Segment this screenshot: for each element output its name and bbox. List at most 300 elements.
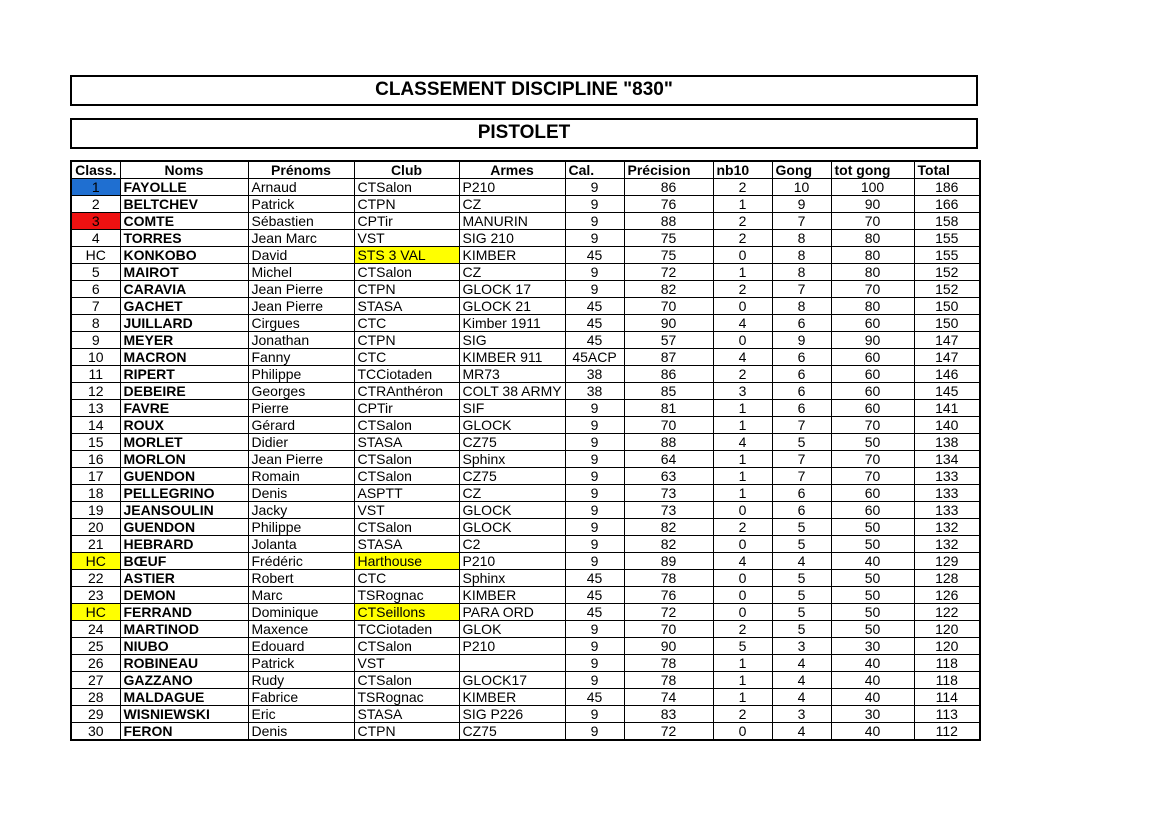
cell-nom: MEYER xyxy=(120,332,248,349)
cell-nb10: 2 xyxy=(713,179,772,196)
cell-cal: 45 xyxy=(565,315,624,332)
cell-gong: 5 xyxy=(772,536,831,553)
col-header-gong: Gong xyxy=(772,161,831,179)
cell-total: 133 xyxy=(914,485,980,502)
cell-total: 120 xyxy=(914,621,980,638)
cell-nb10: 2 xyxy=(713,213,772,230)
cell-rank: 4 xyxy=(71,230,120,247)
cell-nom: FAVRE xyxy=(120,400,248,417)
cell-rank: 10 xyxy=(71,349,120,366)
cell-prenom: Denis xyxy=(248,485,354,502)
cell-cal: 9 xyxy=(565,196,624,213)
cell-nom: MORLON xyxy=(120,451,248,468)
cell-total: 141 xyxy=(914,400,980,417)
cell-nb10: 4 xyxy=(713,349,772,366)
table-row xyxy=(71,417,980,434)
table-row xyxy=(71,468,980,485)
cell-nom: FERRAND xyxy=(120,604,248,621)
table-row xyxy=(71,281,980,298)
col-header-cal: Cal. xyxy=(565,161,624,179)
cell-prenom: Gérard xyxy=(248,417,354,434)
cell-rank: 2 xyxy=(71,196,120,213)
cell-nb10: 1 xyxy=(713,672,772,689)
cell-prenom: Eric xyxy=(248,706,354,723)
cell-rank: 15 xyxy=(71,434,120,451)
table-row xyxy=(71,366,980,383)
cell-club: ASPTT xyxy=(354,485,459,502)
cell-prenom: Didier xyxy=(248,434,354,451)
cell-nb10: 2 xyxy=(713,621,772,638)
cell-cal: 45 xyxy=(565,332,624,349)
cell-gong: 4 xyxy=(772,655,831,672)
cell-gong: 4 xyxy=(772,672,831,689)
cell-precision: 78 xyxy=(624,570,713,587)
table-row xyxy=(71,332,980,349)
cell-tot-gong: 30 xyxy=(831,706,914,723)
cell-total: 147 xyxy=(914,349,980,366)
cell-tot-gong: 40 xyxy=(831,689,914,706)
cell-nb10: 1 xyxy=(713,485,772,502)
cell-prenom: Jean Pierre xyxy=(248,451,354,468)
cell-total: 155 xyxy=(914,230,980,247)
cell-nom: GUENDON xyxy=(120,519,248,536)
cell-arme: KIMBER xyxy=(459,247,565,264)
table-row xyxy=(71,230,980,247)
cell-gong: 6 xyxy=(772,366,831,383)
cell-precision: 90 xyxy=(624,315,713,332)
cell-nom: COMTE xyxy=(120,213,248,230)
cell-arme: KIMBER xyxy=(459,587,565,604)
cell-club: TCCiotaden xyxy=(354,366,459,383)
cell-rank: 8 xyxy=(71,315,120,332)
cell-total: 133 xyxy=(914,468,980,485)
cell-prenom: Jacky xyxy=(248,502,354,519)
cell-prenom: Fanny xyxy=(248,349,354,366)
cell-cal: 9 xyxy=(565,468,624,485)
cell-nb10: 1 xyxy=(713,400,772,417)
cell-tot-gong: 40 xyxy=(831,655,914,672)
cell-nom: DEBEIRE xyxy=(120,383,248,400)
table-row xyxy=(71,349,980,366)
cell-precision: 82 xyxy=(624,519,713,536)
cell-gong: 4 xyxy=(772,723,831,741)
cell-total: 118 xyxy=(914,672,980,689)
cell-nom: PELLEGRINO xyxy=(120,485,248,502)
cell-tot-gong: 50 xyxy=(831,621,914,638)
cell-prenom: David xyxy=(248,247,354,264)
cell-tot-gong: 70 xyxy=(831,468,914,485)
cell-total: 146 xyxy=(914,366,980,383)
cell-arme: MR73 xyxy=(459,366,565,383)
cell-club: CTSalon xyxy=(354,264,459,281)
cell-total: 145 xyxy=(914,383,980,400)
cell-gong: 5 xyxy=(772,587,831,604)
cell-total: 152 xyxy=(914,264,980,281)
cell-precision: 75 xyxy=(624,230,713,247)
cell-total: 114 xyxy=(914,689,980,706)
cell-club: CTRAnthéron xyxy=(354,383,459,400)
cell-tot-gong: 70 xyxy=(831,281,914,298)
cell-arme: KIMBER xyxy=(459,689,565,706)
cell-prenom: Denis xyxy=(248,723,354,741)
cell-cal: 9 xyxy=(565,485,624,502)
cell-prenom: Jean Pierre xyxy=(248,281,354,298)
cell-tot-gong: 100 xyxy=(831,179,914,196)
cell-nom: JUILLARD xyxy=(120,315,248,332)
cell-cal: 9 xyxy=(565,672,624,689)
cell-rank: 16 xyxy=(71,451,120,468)
cell-nom: MARTINOD xyxy=(120,621,248,638)
cell-gong: 5 xyxy=(772,604,831,621)
cell-cal: 45 xyxy=(565,604,624,621)
cell-gong: 3 xyxy=(772,706,831,723)
cell-gong: 4 xyxy=(772,553,831,570)
page-title: CLASSEMENT DISCIPLINE "830" xyxy=(70,75,978,106)
cell-nom: CARAVIA xyxy=(120,281,248,298)
cell-nb10: 1 xyxy=(713,655,772,672)
cell-total: 147 xyxy=(914,332,980,349)
cell-prenom: Sébastien xyxy=(248,213,354,230)
cell-cal: 9 xyxy=(565,706,624,723)
cell-nom: MORLET xyxy=(120,434,248,451)
cell-club: CTSalon xyxy=(354,417,459,434)
cell-total: 128 xyxy=(914,570,980,587)
cell-cal: 9 xyxy=(565,213,624,230)
cell-tot-gong: 60 xyxy=(831,383,914,400)
cell-prenom: Philippe xyxy=(248,366,354,383)
cell-tot-gong: 80 xyxy=(831,264,914,281)
cell-prenom: Jonathan xyxy=(248,332,354,349)
cell-cal: 45 xyxy=(565,689,624,706)
cell-arme: COLT 38 ARMY xyxy=(459,383,565,400)
table-row xyxy=(71,672,980,689)
table-row xyxy=(71,485,980,502)
cell-total: 120 xyxy=(914,638,980,655)
cell-precision: 70 xyxy=(624,621,713,638)
cell-arme: PARA ORD xyxy=(459,604,565,621)
cell-tot-gong: 50 xyxy=(831,570,914,587)
cell-gong: 9 xyxy=(772,332,831,349)
cell-rank: 1 xyxy=(71,179,120,196)
cell-nom: DEMON xyxy=(120,587,248,604)
table-row xyxy=(71,570,980,587)
cell-arme: Sphinx xyxy=(459,570,565,587)
table-row xyxy=(71,400,980,417)
col-header-noms: Noms xyxy=(120,161,248,179)
cell-precision: 90 xyxy=(624,638,713,655)
cell-arme: CZ xyxy=(459,485,565,502)
table-row xyxy=(71,315,980,332)
cell-gong: 5 xyxy=(772,570,831,587)
cell-precision: 72 xyxy=(624,604,713,621)
cell-arme: Sphinx xyxy=(459,451,565,468)
cell-gong: 5 xyxy=(772,621,831,638)
cell-gong: 5 xyxy=(772,434,831,451)
cell-precision: 72 xyxy=(624,264,713,281)
cell-tot-gong: 80 xyxy=(831,230,914,247)
cell-nb10: 5 xyxy=(713,638,772,655)
cell-cal: 9 xyxy=(565,655,624,672)
cell-nb10: 3 xyxy=(713,383,772,400)
cell-precision: 89 xyxy=(624,553,713,570)
cell-club: CTC xyxy=(354,349,459,366)
cell-arme: P210 xyxy=(459,179,565,196)
cell-rank: 11 xyxy=(71,366,120,383)
cell-total: 186 xyxy=(914,179,980,196)
cell-rank: 26 xyxy=(71,655,120,672)
cell-total: 122 xyxy=(914,604,980,621)
cell-prenom: Dominique xyxy=(248,604,354,621)
cell-precision: 78 xyxy=(624,655,713,672)
cell-tot-gong: 80 xyxy=(831,298,914,315)
cell-tot-gong: 60 xyxy=(831,502,914,519)
cell-precision: 74 xyxy=(624,689,713,706)
cell-rank: 6 xyxy=(71,281,120,298)
cell-cal: 9 xyxy=(565,417,624,434)
cell-club: TSRognac xyxy=(354,689,459,706)
cell-rank: 13 xyxy=(71,400,120,417)
cell-nb10: 2 xyxy=(713,366,772,383)
table-row xyxy=(71,434,980,451)
cell-precision: 73 xyxy=(624,502,713,519)
cell-club: STS 3 VAL xyxy=(354,247,459,264)
cell-precision: 83 xyxy=(624,706,713,723)
cell-club: CTPN xyxy=(354,332,459,349)
cell-precision: 87 xyxy=(624,349,713,366)
cell-prenom: Romain xyxy=(248,468,354,485)
cell-precision: 70 xyxy=(624,417,713,434)
cell-prenom: Georges xyxy=(248,383,354,400)
cell-arme: GLOCK 21 xyxy=(459,298,565,315)
cell-nb10: 0 xyxy=(713,247,772,264)
cell-rank: 5 xyxy=(71,264,120,281)
cell-cal: 9 xyxy=(565,502,624,519)
cell-rank: 20 xyxy=(71,519,120,536)
cell-total: 152 xyxy=(914,281,980,298)
cell-gong: 7 xyxy=(772,213,831,230)
table-row xyxy=(71,298,980,315)
cell-tot-gong: 50 xyxy=(831,536,914,553)
cell-rank: 29 xyxy=(71,706,120,723)
cell-rank: HC xyxy=(71,247,120,264)
cell-precision: 70 xyxy=(624,298,713,315)
cell-rank: 9 xyxy=(71,332,120,349)
col-header-armes: Armes xyxy=(459,161,565,179)
cell-prenom: Patrick xyxy=(248,655,354,672)
cell-cal: 9 xyxy=(565,553,624,570)
cell-prenom: Maxence xyxy=(248,621,354,638)
cell-nom: ROUX xyxy=(120,417,248,434)
cell-club: TSRognac xyxy=(354,587,459,604)
cell-total: 166 xyxy=(914,196,980,213)
cell-cal: 9 xyxy=(565,621,624,638)
cell-club: CTSalon xyxy=(354,468,459,485)
cell-nb10: 0 xyxy=(713,536,772,553)
cell-total: 129 xyxy=(914,553,980,570)
cell-club: CPTir xyxy=(354,400,459,417)
cell-nom: GAZZANO xyxy=(120,672,248,689)
cell-nom: MACRON xyxy=(120,349,248,366)
cell-nom: WISNIEWSKI xyxy=(120,706,248,723)
cell-precision: 63 xyxy=(624,468,713,485)
cell-arme: SIG xyxy=(459,332,565,349)
table-row xyxy=(71,451,980,468)
cell-nom: JEANSOULIN xyxy=(120,502,248,519)
cell-total: 132 xyxy=(914,519,980,536)
cell-total: 150 xyxy=(914,298,980,315)
cell-club: CPTir xyxy=(354,213,459,230)
cell-total: 113 xyxy=(914,706,980,723)
cell-nb10: 0 xyxy=(713,587,772,604)
cell-rank: 3 xyxy=(71,213,120,230)
cell-cal: 9 xyxy=(565,264,624,281)
cell-cal: 45 xyxy=(565,587,624,604)
cell-arme: GLOK xyxy=(459,621,565,638)
cell-tot-gong: 50 xyxy=(831,604,914,621)
cell-arme: SIG 210 xyxy=(459,230,565,247)
cell-club: STASA xyxy=(354,298,459,315)
table-row xyxy=(71,723,980,741)
cell-club: CTSalon xyxy=(354,672,459,689)
cell-arme: SIG P226 xyxy=(459,706,565,723)
cell-tot-gong: 60 xyxy=(831,485,914,502)
cell-prenom: Robert xyxy=(248,570,354,587)
table-row xyxy=(71,247,980,264)
table-row xyxy=(71,604,980,621)
cell-arme xyxy=(459,655,565,672)
cell-precision: 72 xyxy=(624,723,713,741)
cell-rank: 18 xyxy=(71,485,120,502)
cell-nb10: 1 xyxy=(713,264,772,281)
table-row xyxy=(71,621,980,638)
cell-cal: 9 xyxy=(565,434,624,451)
cell-rank: 28 xyxy=(71,689,120,706)
table-row xyxy=(71,264,980,281)
cell-total: 118 xyxy=(914,655,980,672)
cell-arme: CZ75 xyxy=(459,723,565,741)
cell-cal: 9 xyxy=(565,536,624,553)
col-header-precision: Précision xyxy=(624,161,713,179)
cell-nom: ASTIER xyxy=(120,570,248,587)
cell-rank: 21 xyxy=(71,536,120,553)
cell-tot-gong: 90 xyxy=(831,196,914,213)
cell-precision: 57 xyxy=(624,332,713,349)
cell-arme: C2 xyxy=(459,536,565,553)
cell-rank: 30 xyxy=(71,723,120,741)
cell-cal: 38 xyxy=(565,366,624,383)
table-row xyxy=(71,553,980,570)
table-row xyxy=(71,638,980,655)
cell-tot-gong: 40 xyxy=(831,672,914,689)
cell-nom: FERON xyxy=(120,723,248,741)
cell-prenom: Jean Pierre xyxy=(248,298,354,315)
cell-precision: 86 xyxy=(624,366,713,383)
cell-gong: 5 xyxy=(772,519,831,536)
cell-prenom: Edouard xyxy=(248,638,354,655)
cell-club: VST xyxy=(354,502,459,519)
cell-arme: SIF xyxy=(459,400,565,417)
cell-arme: GLOCK 17 xyxy=(459,281,565,298)
cell-nb10: 4 xyxy=(713,434,772,451)
cell-club: VST xyxy=(354,655,459,672)
cell-gong: 7 xyxy=(772,417,831,434)
cell-tot-gong: 50 xyxy=(831,519,914,536)
cell-total: 155 xyxy=(914,247,980,264)
cell-gong: 7 xyxy=(772,281,831,298)
cell-gong: 6 xyxy=(772,400,831,417)
table-row xyxy=(71,179,980,196)
cell-tot-gong: 40 xyxy=(831,553,914,570)
cell-gong: 8 xyxy=(772,264,831,281)
cell-rank: 17 xyxy=(71,468,120,485)
cell-nb10: 0 xyxy=(713,604,772,621)
cell-club: TCCiotaden xyxy=(354,621,459,638)
cell-nom: HEBRARD xyxy=(120,536,248,553)
cell-prenom: Pierre xyxy=(248,400,354,417)
cell-precision: 82 xyxy=(624,536,713,553)
cell-nom: MAIROT xyxy=(120,264,248,281)
cell-nom: MALDAGUE xyxy=(120,689,248,706)
cell-tot-gong: 60 xyxy=(831,349,914,366)
table-row xyxy=(71,196,980,213)
cell-gong: 8 xyxy=(772,247,831,264)
cell-nb10: 4 xyxy=(713,553,772,570)
cell-nb10: 0 xyxy=(713,723,772,741)
cell-precision: 75 xyxy=(624,247,713,264)
cell-nb10: 0 xyxy=(713,298,772,315)
cell-club: Harthouse xyxy=(354,553,459,570)
cell-rank: 14 xyxy=(71,417,120,434)
cell-total: 133 xyxy=(914,502,980,519)
cell-gong: 8 xyxy=(772,298,831,315)
cell-club: STASA xyxy=(354,536,459,553)
discipline-subtitle: PISTOLET xyxy=(70,118,978,149)
cell-arme: P210 xyxy=(459,553,565,570)
cell-total: 134 xyxy=(914,451,980,468)
cell-cal: 9 xyxy=(565,519,624,536)
cell-gong: 10 xyxy=(772,179,831,196)
cell-club: CTSalon xyxy=(354,638,459,655)
cell-prenom: Cirgues xyxy=(248,315,354,332)
ranking-rows xyxy=(71,179,980,741)
cell-cal: 9 xyxy=(565,179,624,196)
table-row xyxy=(71,519,980,536)
cell-precision: 88 xyxy=(624,213,713,230)
cell-precision: 81 xyxy=(624,400,713,417)
cell-cal: 45 xyxy=(565,570,624,587)
cell-cal: 38 xyxy=(565,383,624,400)
cell-arme: MANURIN xyxy=(459,213,565,230)
cell-club: VST xyxy=(354,230,459,247)
cell-club: CTSeillons xyxy=(354,604,459,621)
cell-tot-gong: 60 xyxy=(831,400,914,417)
cell-tot-gong: 50 xyxy=(831,587,914,604)
cell-nom: TORRES xyxy=(120,230,248,247)
cell-tot-gong: 40 xyxy=(831,723,914,741)
cell-arme: GLOCK17 xyxy=(459,672,565,689)
cell-total: 158 xyxy=(914,213,980,230)
cell-tot-gong: 60 xyxy=(831,366,914,383)
col-header-nb10: nb10 xyxy=(713,161,772,179)
table-row xyxy=(71,213,980,230)
cell-gong: 6 xyxy=(772,315,831,332)
cell-precision: 88 xyxy=(624,434,713,451)
cell-nb10: 2 xyxy=(713,281,772,298)
cell-prenom: Frédéric xyxy=(248,553,354,570)
cell-nom: FAYOLLE xyxy=(120,179,248,196)
table-row xyxy=(71,383,980,400)
cell-precision: 76 xyxy=(624,587,713,604)
